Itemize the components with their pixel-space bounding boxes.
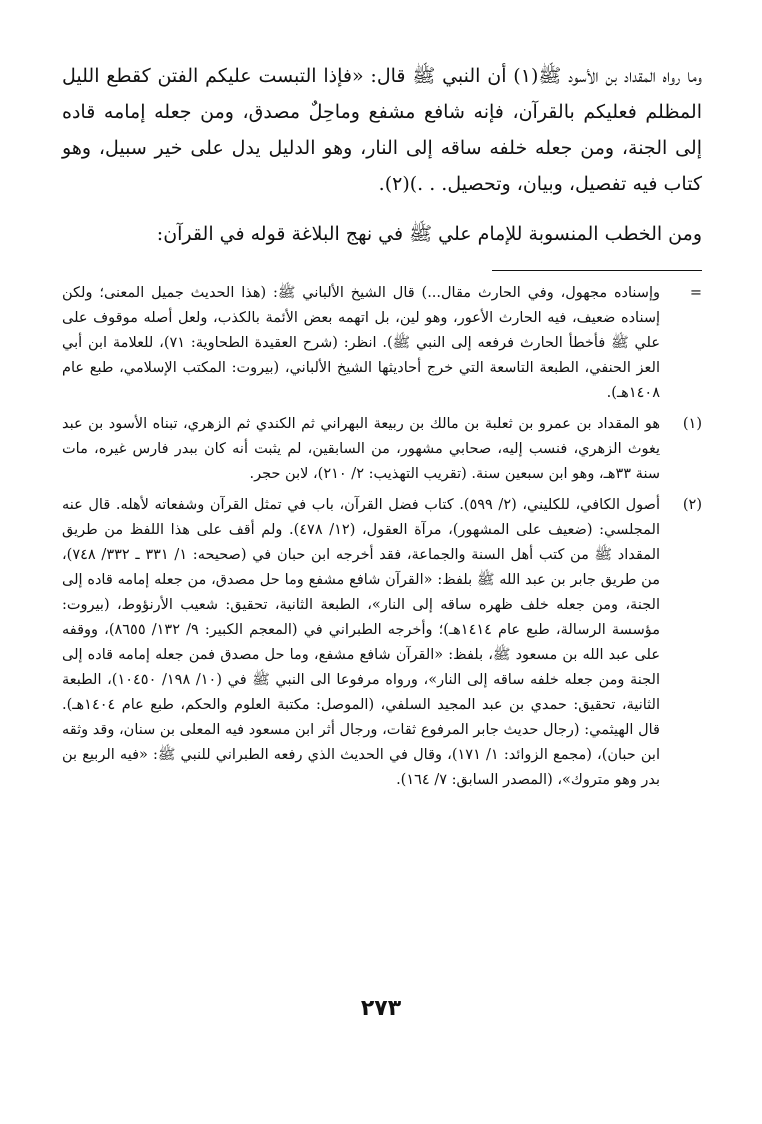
footnote-text: هو المقداد بن عمرو بن ثعلبة بن مالك بن ربيعة البهراني ثم الكندي ثم الزهري، تبناه الأسود بن عبد يغوث الزهري، فنسب إليه، صحابي مشهور، من السابقين، لم يثبت أنه كان ببدر فارس غيره، مات سنة ٣٣هـ، وهو ابن سبعين سنة. (تقريب التهذيب: ٢/ ٢١٠)، لابن حجر. [62,416,660,482]
document-page [62,58,702,1088]
footnote-marker: = [689,285,702,301]
footnote-marker: (٢) [682,497,702,513]
main-paragraph-2: ومن الخطب المنسوبة للإمام علي ﷺ في نهج البلاغة قوله في القرآن: [156,223,702,245]
page-number: ٢٧٣ [360,996,402,1021]
footnote-continuation [62,281,702,406]
footnote-marker: (١) [682,416,702,432]
main-paragraph-1: وما رواه المقداد بن الأسود ﷺ(١) أن النبي ﷺ قال: «فإذا التبست عليكم الفتن كقطع الليل المظلم فعليكم بالقرآن، فإنه شافع مشفع وماحِلٌ مصدق، ومن جعله إمامه قاده إلى الجنة، ومن جعله خلفه ساقه إلى النار، وهو الدليل يدل على خير سبيل، وهو كتاب فيه تفصيل، وبيان، وتحصيل. . .)(٢). [62,65,702,195]
footnote-text: أصول الكافي، للكليني، (٢/ ٥٩٩). كتاب فضل القرآن، باب في تمثل القرآن وشفعاته لأهله. قال عنه المجلسي: (ضعيف على المشهور)، مرآة العقول، (١٢/ ٤٧٨). ولم أقف على هذا اللفظ من طريق المقداد ﷺ من كتب أهل السنة والجماعة، فقد أخرجه ابن حبان في (صحيحه: ١/ ٣٣١ ـ ٣٣٢/ ٧٤٨)، من طريق جابر بن عبد الله ﷺ بلفظ: «القرآن شافع مشفع وما حل مصدق، من جعله إمامه قاده إلى الجنة، ومن جعله خلف ظهره ساقه إلى النار»، الطبعة الثانية، تحقيق: شعيب الأرنؤوط، (بيروت: مؤسسة الرسالة، طبع عام ١٤١٤هـ)؛ وأخرجه الطبراني في (المعجم الكبير: ٩/ ١٣٢/ ٨٦٥٥)، ووقفه على عبد الله بن مسعود ﷺ، بلفظ: «القرآن شافع مشفع، وما حل مصدق فمن جعله إمامه قاده إلى الجنة ومن جعله خلفه ساقه إلى النار»، ورواه مرفوعا الى النبي ﷺ في (١٠/ ١٩٨/ ١٠٤٥٠)، الطبعة الثانية، تحقيق: حمدي بن عبد المجيد السلفي، (الموصل: مكتبة العلوم والحكم، طبع عام ١٤٠٤هـ). قال الهيثمي: (رجال حديث جابر المرفوع ثقات، ورجال أثر ابن مسعود فيه المعلى بن سنان، وقد وثقه ابن حبان)، (مجمع الزوائد: ١/ ١٧١)، وقال في الحديث الذي رفعه الطبراني للنبي ﷺ: «فيه الربيع بن بدر وهو متروك»، (المصدر السابق: ٧/ ١٦٤). [62,497,661,788]
footnote-text: وإسناده مجهول، وفي الحارث مقال...) قال الشيخ الألباني ﷺ: (هذا الحديث جميل المعنى؛ ولكن إسناده ضعيف، فيه الحارث الأعور، وهو لين، بل اتهمه بعض الأئمة بالكذب، ولعل أصله موقوف على علي ﷺ فأخطأ الحارث فرفعه إلى النبي ﷺ). انظر: (شرح العقيدة الطحاوية: ٧١)، للعلامة ابن أبي العز الحنفي، الطبعة التاسعة التي خرج أحاديثها الشيخ الألباني، (بيروت: المكتب الإسلامي، طبع عام ١٤٠٨هـ). [62,285,660,401]
footnote-2 [62,493,702,793]
footnote-separator [492,270,702,271]
footnote-1 [62,412,702,487]
